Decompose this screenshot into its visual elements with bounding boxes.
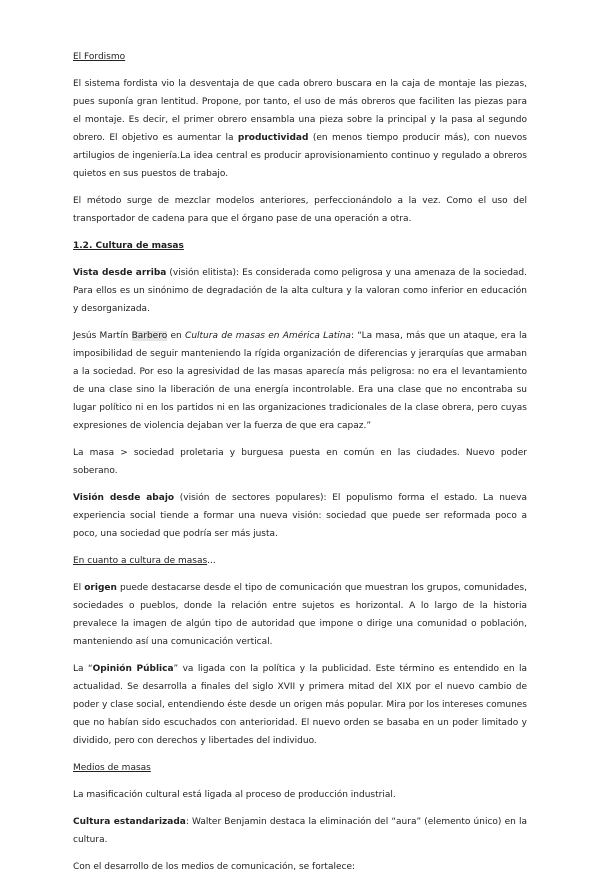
opinion-text-a: La “ xyxy=(73,664,93,674)
paragraph-desarrollo-medios: Con el desarrollo de los medios de comunicación, se fortalece: xyxy=(73,862,356,872)
heading-en-cuanto-suffix: ... xyxy=(207,556,216,566)
paragraph-cultura-estandarizada xyxy=(73,813,527,849)
highlighted-barbero: Barbero xyxy=(131,331,168,341)
cita-texto: : “La masa, más que un ataque, era la imposibilidad de seguir manteniendo la rígida organización de diferencias y jerarquías que armaban a la sociedad. Por eso la agresividad de las masas aparecía más peligrosa: no era el levantamiento de una clase sino la liberación de una energía incontrolable. Era una clase que no encontraba su lugar político ni en los partidos ni en las organizaciones tradicionales de la clase obrera, pero cuyas expresiones de violencia dejaban ver la fuerza de que era capaz.” xyxy=(73,331,527,431)
paragraph-cita-barbero xyxy=(73,327,527,435)
cita-libro-title: Cultura de masas en América Latina xyxy=(185,331,351,341)
cita-autor-text: Jesús Martín xyxy=(73,331,132,341)
heading-cultura-de-masas-text: 1.2. Cultura de masas xyxy=(73,241,184,251)
cultura-estandarizada-term: Cultura estandarizada xyxy=(73,817,186,827)
paragraph-opinion-publica xyxy=(73,660,527,750)
heading-medios-de-masas xyxy=(73,759,527,777)
paragraph-origen xyxy=(73,579,527,651)
vista-desde-arriba-term: Vista desde arriba xyxy=(73,268,167,278)
vision-desde-abajo-term: Visión desde abajo xyxy=(73,493,175,503)
paragraph-fordismo-2: El método surge de mezclar modelos anteriores, perfeccionándolo a la vez. Como el uso del transportador de cadena para que el órgano pase de una operación a otra. xyxy=(73,196,527,224)
heading-medios-de-masas-text: Medios de masas xyxy=(73,763,151,773)
productividad-term: productividad xyxy=(237,133,309,143)
cultura-estandarizada-text: : Walter Benjamin destaca la eliminación del “aura” (elemento único) en la cultura. xyxy=(73,817,527,845)
paragraph-fordismo-1 xyxy=(73,75,527,183)
heading-fordismo xyxy=(73,48,527,66)
origen-text-a: El xyxy=(73,583,85,593)
fordismo-p1-text-a: El sistema fordista vio la desventaja de que cada obrero buscara en la caja de montaje las piezas, pues suponía gran lentitud. Propone, por tanto, el uso de más obreros que faciliten las piezas para el montaje. Es decir, el primer obrero ensambla una pieza sobre la principal y la pasa al segundo obrero. El objetivo es aumentar la xyxy=(73,79,527,143)
paragraph-masificacion: La masificación cultural está ligada al proceso de producción industrial. xyxy=(73,790,396,800)
paragraph-vision-desde-abajo xyxy=(73,489,527,543)
paragraph-vista-desde-arriba xyxy=(73,264,527,318)
heading-fordismo-text: El Fordismo xyxy=(73,52,126,62)
heading-en-cuanto xyxy=(73,552,527,570)
vision-desde-abajo-text: (visión de sectores populares): El populismo forma el estado. La nueva experiencia social tiende a formar una nueva visión: sociedad que puede ser reformada poco a poco, una sociedad que podría ser más justa. xyxy=(73,493,527,539)
origen-term: origen xyxy=(84,583,117,593)
fordismo-p1-text-b: (en menos tiempo producir más), con nuevos artilugios de ingeniería.La idea central es producir aprovisionamiento continuo y regulado a obreros quietos en sus puestos de trabajo. xyxy=(73,133,527,179)
heading-cultura-de-masas xyxy=(73,237,527,255)
vista-desde-arriba-text: (visión elitista): Es considerada como peligrosa y una amenaza de la sociedad. Para ellos es un sinónimo de degradación de la alta cultura y la valoran como inferior en educación y desorganizada. xyxy=(73,268,527,314)
origen-text-b: puede destacarse desde el tipo de comunicación que muestran los grupos, comunidades, sociedades o pueblos, donde la relación entre sujetos es horizontal. A lo largo de la historia prevalece la imagen de algún tipo de autoridad que impone o dirige una comunidad o población, manteniendo así una comunicación vertical. xyxy=(73,583,527,647)
cita-en-text: en xyxy=(167,331,186,341)
opinion-text-b: ” va ligada con la política y la publicidad. Este término es entendido en la actualidad. Se desarrolla a finales del siglo XVII y primera mitad del XIX por el nuevo cambio de poder y clase social, entendiendo éste desde un origen más popular. Mira por los intereses comunes que no habían sido escuchados con anterioridad. El nuevo orden se basaba en un poder limitado y dividido, pero con derechos y libertades del individuo. xyxy=(73,664,528,746)
paragraph-masa: La masa > sociedad proletaria y burguesa puesta en común en las ciudades. Nuevo poder soberano. xyxy=(73,448,527,476)
heading-en-cuanto-text: En cuanto a cultura de masas xyxy=(73,556,208,566)
opinion-publica-term: Opinión Pública xyxy=(92,664,174,674)
